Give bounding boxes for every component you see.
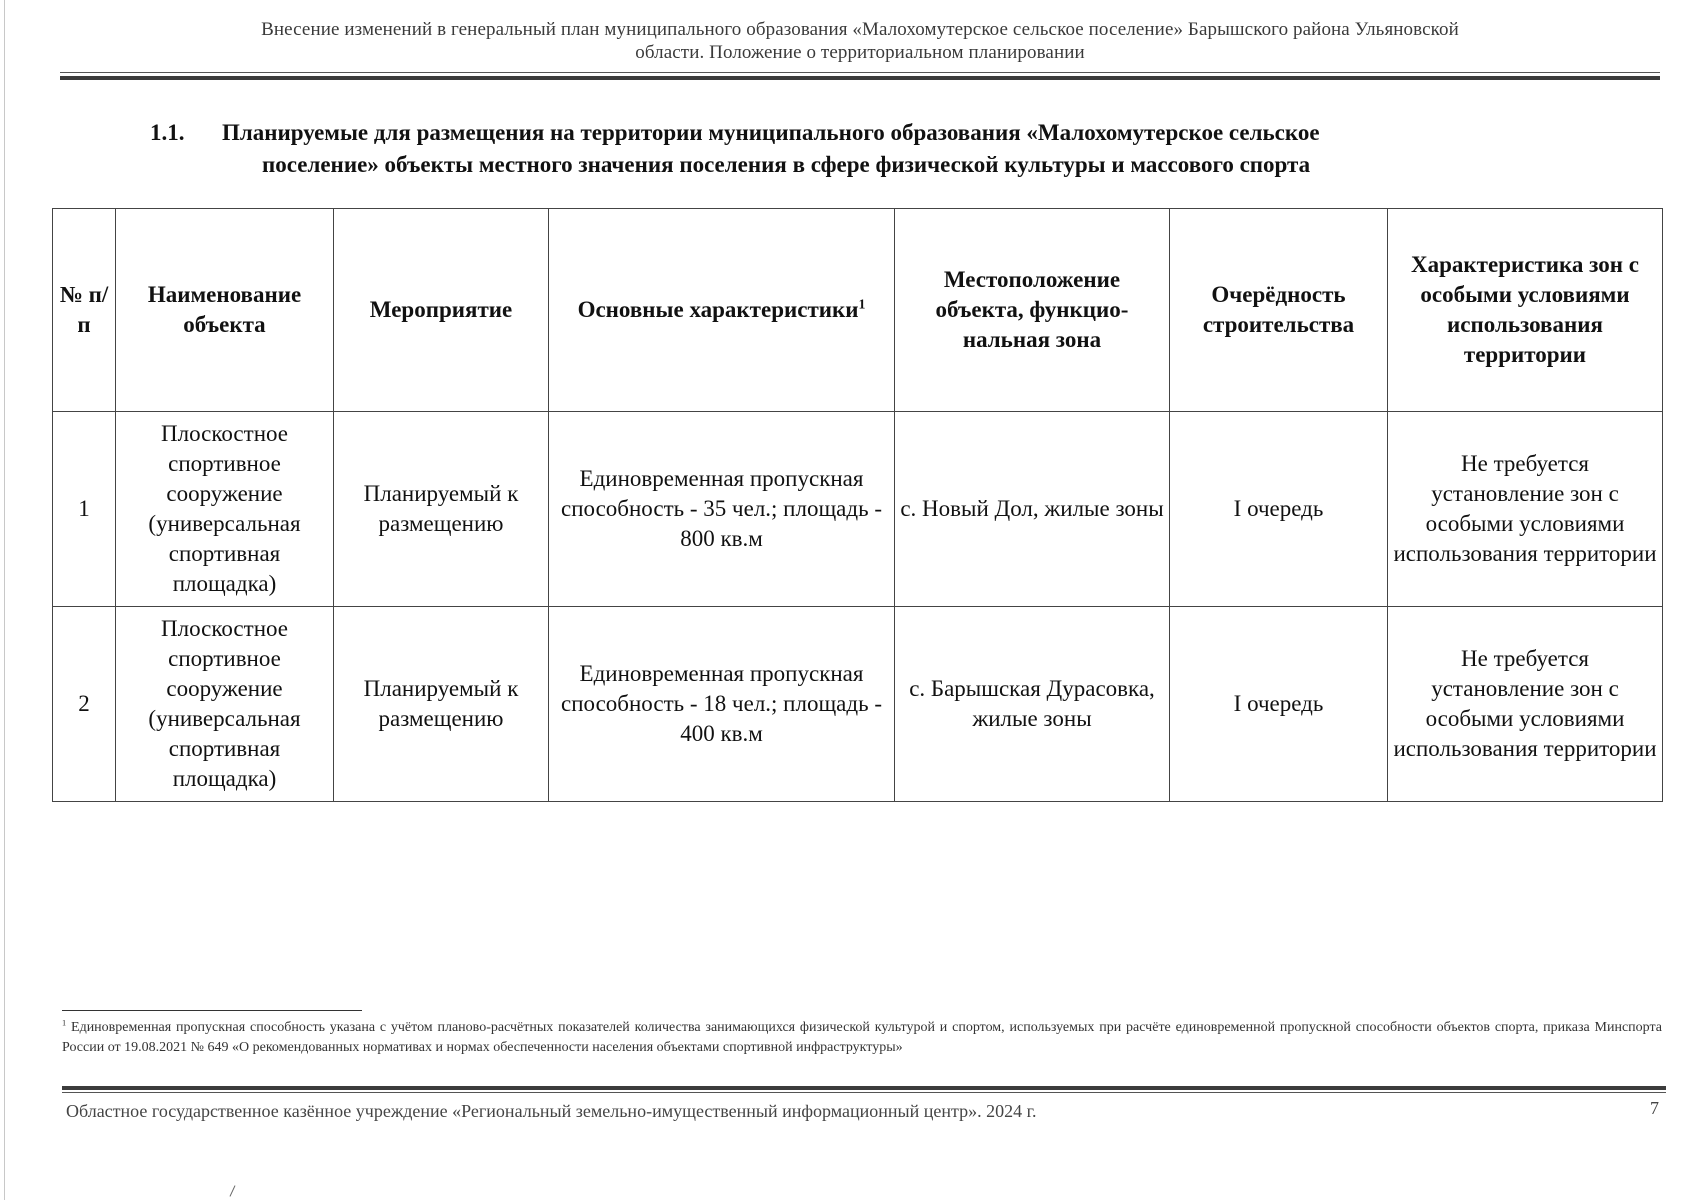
cell-num: 2 <box>53 607 116 802</box>
section-title <box>150 117 1630 181</box>
cell-chars: Единовременная пропускная способность - 18 чел.; площадь - 400 кв.м <box>549 607 895 802</box>
header-event: Мероприятие <box>334 209 549 412</box>
footer-organization: Областное государственное казённое учреждение «Региональный земельно-имущественный информационный центр». 2024 г. <box>66 1101 1037 1121</box>
header-location: Местоположение объекта, функцио-нальная зона <box>895 209 1170 412</box>
section-title-line1: Планируемые для размещения на территории муниципального образования «Малохомутерское сельское <box>222 120 1320 145</box>
section-title-line2: поселение» объекты местного значения поселения в сфере физической культуры и массового спорта <box>262 152 1311 177</box>
running-header-line2: области. Положение о территориальном планировании <box>635 42 1085 63</box>
cell-priority: I очередь <box>1170 607 1388 802</box>
footer-rule-thick <box>62 1086 1666 1090</box>
footnote-ref: 1 <box>858 296 866 312</box>
header-priority: Очерёдность строительства <box>1170 209 1388 412</box>
footer-rule-thin <box>62 1092 1666 1093</box>
header-num: № п/п <box>53 209 116 412</box>
scan-left-edge <box>4 0 5 1200</box>
table-row <box>53 412 1663 607</box>
cell-name: Плоскостное спортивное сооружение (универсальная спортивная площадка) <box>116 412 334 607</box>
running-header-line1: Внесение изменений в генеральный план муниципального образования «Малохомутерское сельское поселение» Барышского района Ульяновской <box>261 19 1459 40</box>
cell-event: Планируемый к размещению <box>334 607 549 802</box>
section-number: 1.1. <box>150 120 185 145</box>
cell-location: с. Барышская Дурасовка, жилые зоны <box>895 607 1170 802</box>
header-rule-thick <box>60 76 1660 80</box>
header-chars <box>549 209 895 412</box>
table-row <box>53 607 1663 802</box>
scan-mark <box>230 1185 236 1196</box>
cell-location: с. Новый Дол, жилые зоны <box>895 412 1170 607</box>
page-number: 7 <box>1650 1098 1659 1118</box>
cell-event: Планируемый к размещению <box>334 412 549 607</box>
cell-name: Плоскостное спортивное сооружение (универсальная спортивная площадка) <box>116 607 334 802</box>
footnote-mark: 1 <box>62 1018 67 1028</box>
header-name: Наименование объекта <box>116 209 334 412</box>
objects-table <box>52 208 1663 802</box>
footnote-separator <box>62 1010 362 1011</box>
cell-priority: I очередь <box>1170 412 1388 607</box>
cell-chars: Единовременная пропускная способность - 35 чел.; площадь - 800 кв.м <box>549 412 895 607</box>
header-chars-text: Основные характеристики <box>577 297 859 322</box>
cell-num: 1 <box>53 412 116 607</box>
cell-zones: Не требуется установление зон с особыми условиями использования территории <box>1388 607 1663 802</box>
running-header <box>80 18 1640 64</box>
footnote-text: Единовременная пропускная способность указана с учётом планово-расчётных показателей количества занимающихся физической культурой и спортом, используемых при расчёте единовременной пропускной способности объектов спорта, приказа Минспорта России от 19.08.2021 № 649 «О рекомендованных нормативах и нормах обеспеченности населения объектами спортивной инфраструктуры» <box>62 1020 1662 1055</box>
header-rule-thin <box>60 72 1660 73</box>
footnote <box>62 1018 1662 1058</box>
table-header-row <box>53 209 1663 412</box>
cell-zones: Не требуется установление зон с особыми условиями использования территории <box>1388 412 1663 607</box>
header-zones: Характеристика зон с особыми условиями использования территории <box>1388 209 1663 412</box>
